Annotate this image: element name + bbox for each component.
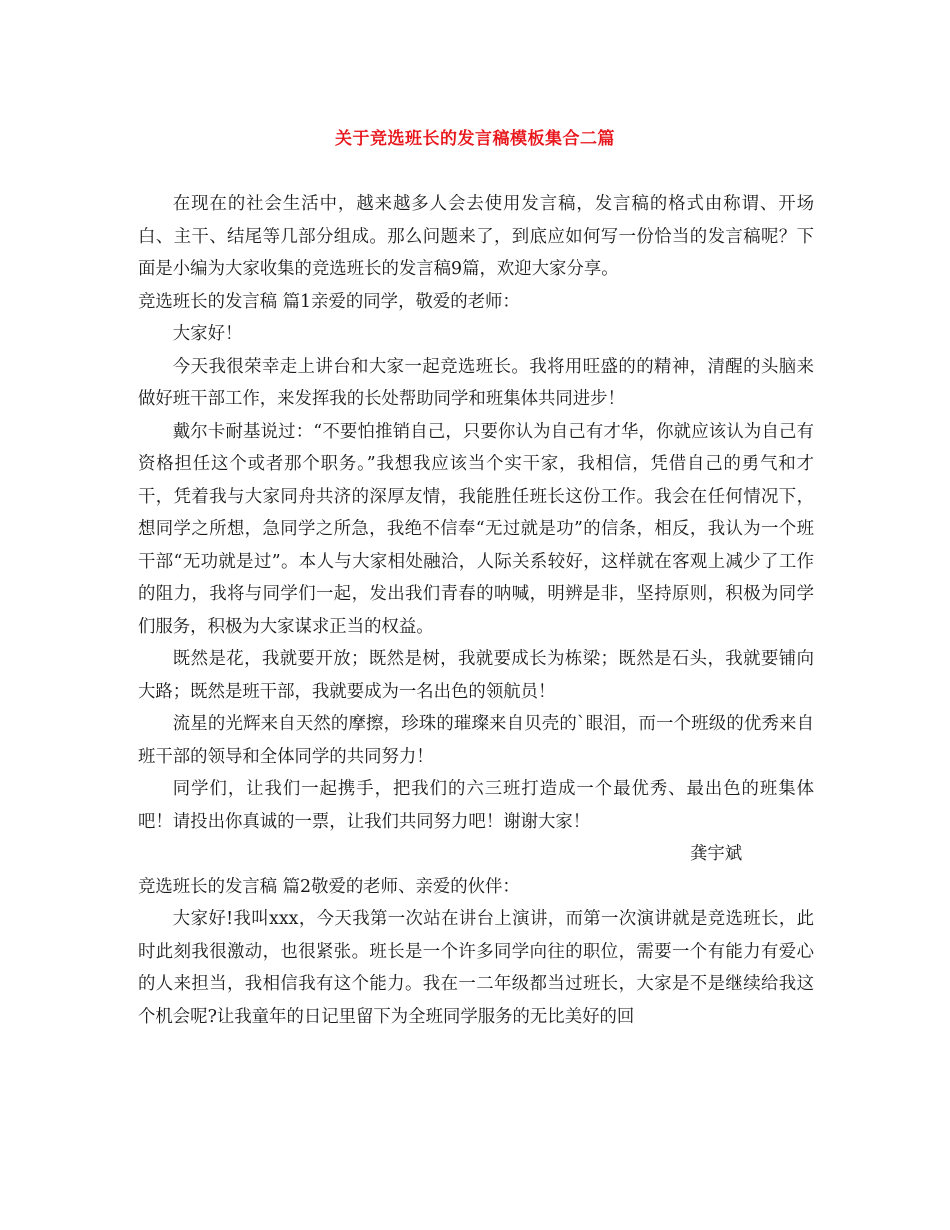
speech-2-heading: 竞选班长的发言稿 篇2敬爱的老师、亲爱的伙伴： xyxy=(138,876,520,897)
speech-1-paragraph: 同学们，让我们一起携手，把我们的六三班打造成一个最优秀、最出色的班集体吧！请投出你真诚的一票，让我们共同努力吧！谢谢大家！ xyxy=(138,779,814,832)
speech-1-paragraph: 戴尔卡耐基说过：“不要怕推销自己，只要你认为自己有才华，你就应该认为自己有资格担任这个或者那个职务。”我想我应该当个实干家，我相信，凭借自己的勇气和才干，凭着我与大家同舟共济的深厚友情，我能胜任班长这份工作。我会在任何情况下，想同学之所想，急同学之所急，我绝不信奉“无过就是功”的信条，相反，我认为一个班干部“无功就是过”。本人与大家相处融洽，人际关系较好，这样就在客观上减少了工作的阻力，我将与同学们一起，发出我们青春的呐喊，明辨是非，坚持原则，积极为同学们服务，积极为大家谋求正当的权益。 xyxy=(138,421,814,637)
speech-2-paragraph: 大家好!我叫xxx，今天我第一次站在讲台上演讲，而第一次演讲就是竞选班长，此时此刻我很激动，也很紧张。班长是一个许多同学向往的职位，需要一个有能力有爱心的人来担当，我相信我有这个能力。我在一二年级都当过班长，大家是不是继续给我这个机会呢?让我童年的日记里留下为全班同学服务的无比美好的回 xyxy=(138,909,814,1027)
intro-paragraph: 在现在的社会生活中，越来越多人会去使用发言稿，发言稿的格式由称谓、开场白、主干、结尾等几部分组成。那么问题来了，到底应如何写一份恰当的发言稿呢？下面是小编为大家收集的竞选班长的发言稿9篇，欢迎大家分享。 xyxy=(138,194,814,279)
document-body xyxy=(138,188,814,1033)
document-title: 关于竞选班长的发言稿模板集合二篇 xyxy=(335,129,615,149)
speech-1-paragraph: 流星的光辉来自天然的摩擦，珍珠的璀璨来自贝壳的`眼泪，而一个班级的优秀来自班干部的领导和全体同学的共同努力！ xyxy=(138,714,814,767)
speech-1-paragraph: 既然是花，我就要开放；既然是树，我就要成长为栋梁；既然是石头，我就要铺向大路；既然是班干部，我就要成为一名出色的领航员！ xyxy=(138,649,814,702)
speech-1-heading: 竞选班长的发言稿 篇1亲爱的同学，敬爱的老师： xyxy=(138,291,520,312)
speech-1-paragraph: 大家好！ xyxy=(172,324,243,344)
speech-1-paragraph: 今天我很荣幸走上讲台和大家一起竞选班长。我将用旺盛的的精神，清醒的头脑来做好班干部工作，来发挥我的长处帮助同学和班集体共同进步！ xyxy=(138,356,814,409)
speech-1-signature: 龚宇斌 xyxy=(690,844,743,864)
